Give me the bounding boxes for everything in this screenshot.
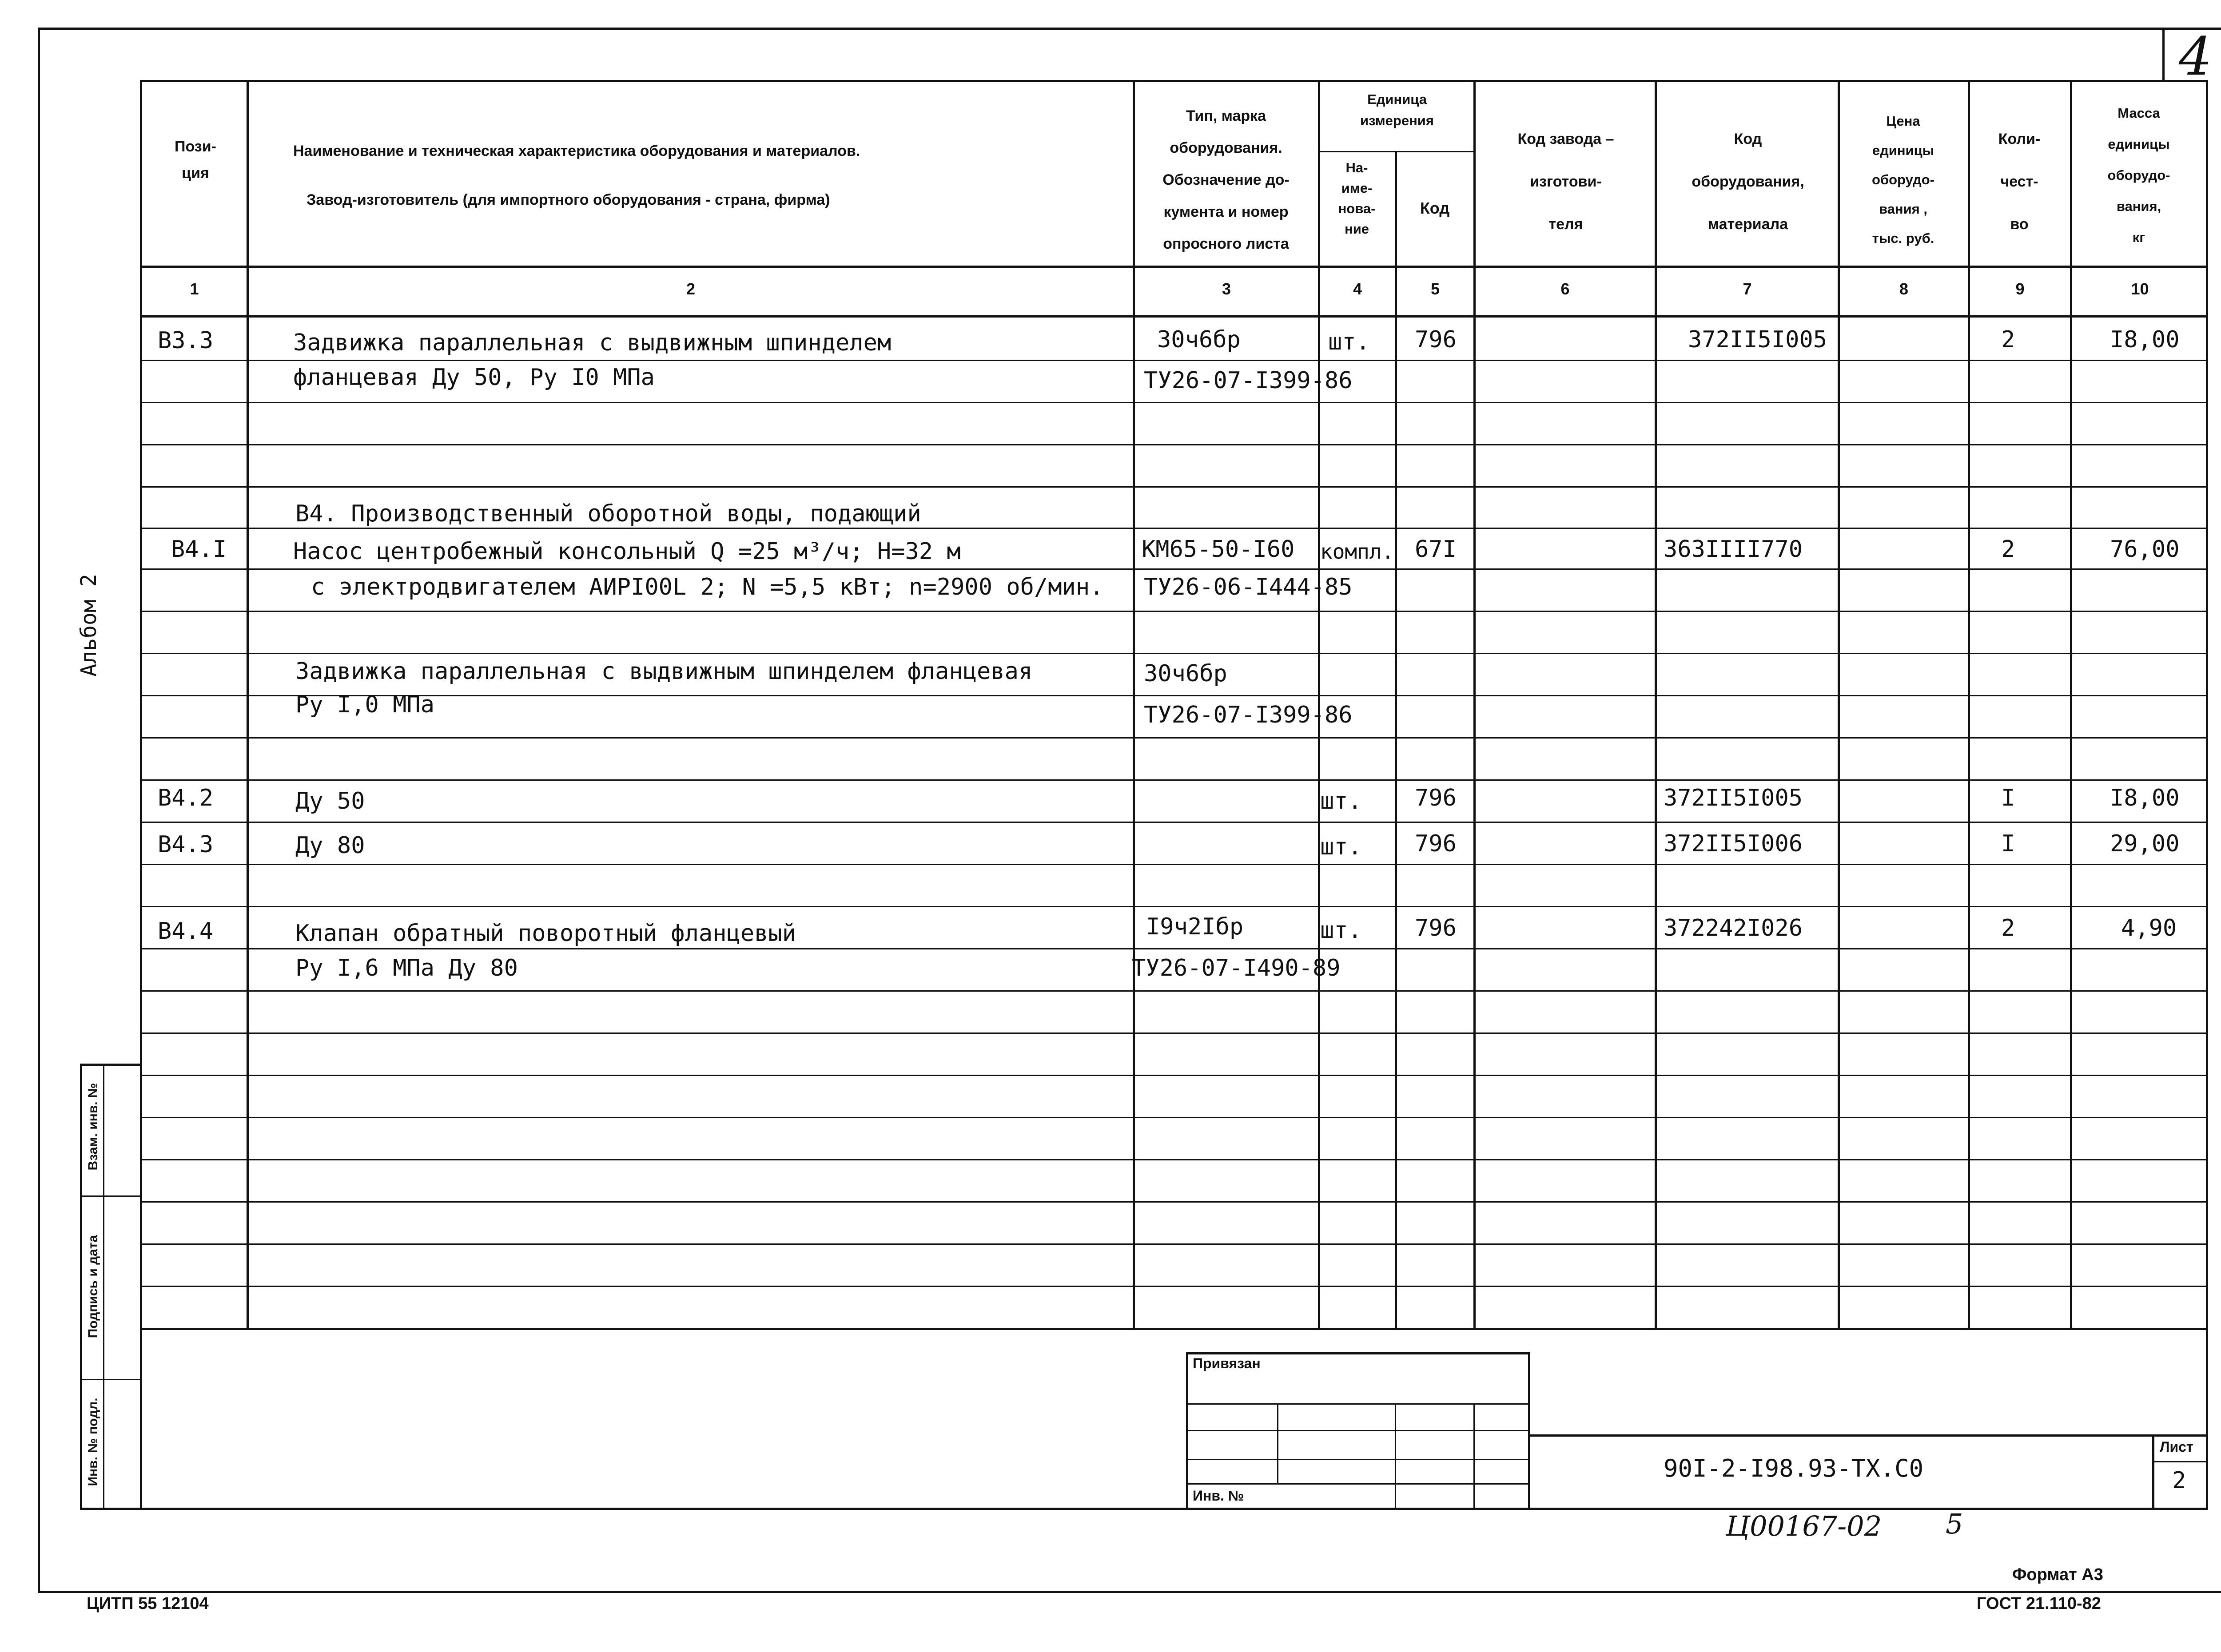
- row-name: Ру I,6 МПа Ду 80: [295, 955, 518, 981]
- row-mass: I8,00: [2110, 326, 2180, 353]
- row-equipment-code: 372II5I005: [1664, 785, 1803, 811]
- inv-podl-label: Инв. № подл.: [86, 1398, 100, 1486]
- row-unit: шт.: [1328, 329, 1370, 355]
- row-name: Ду 50: [295, 788, 365, 814]
- row-position: В4.4: [158, 918, 214, 945]
- header-unit-code: Код: [1420, 199, 1450, 217]
- row-name: Ду 80: [295, 832, 365, 859]
- row-type: ТУ26-07-I399-86: [1144, 367, 1353, 394]
- row-equipment-code: 363IIII770: [1664, 536, 1803, 563]
- row-unit: компл.: [1320, 540, 1394, 564]
- row-name: Клапан обратный поворотный фланцевый: [295, 920, 796, 947]
- row-position: В4.3: [158, 831, 214, 858]
- document-code: 90I-2-I98.93-ТХ.С0: [1664, 1454, 1924, 1482]
- archive-number: Ц00167-02: [1726, 1510, 1882, 1542]
- row-unit: шт.: [1320, 788, 1362, 814]
- row-type: ТУ26-07-I490-89: [1132, 955, 1341, 981]
- row-name: Ру I,0 МПа: [295, 691, 435, 718]
- row-position: В4.I: [171, 536, 227, 563]
- row-name: Насос центробежный консольный Q =25 м³/ч; Н=32 м: [293, 538, 961, 565]
- row-name: Задвижка параллельная с выдвижным шпинделем: [293, 330, 892, 356]
- row-name: Задвижка параллельная с выдвижным шпинделем фланцевая: [295, 658, 1033, 685]
- vzam-inv-label: Взам. инв. №: [86, 1083, 100, 1171]
- row-quantity: 2: [2001, 326, 2015, 353]
- col-number: 6: [1560, 280, 1570, 298]
- sheet-label: Лист: [2160, 1439, 2193, 1455]
- row-quantity: 2: [2001, 915, 2015, 941]
- row-type: КМ65-50-I60: [1142, 536, 1295, 563]
- col-number: 1: [190, 280, 199, 298]
- col-number: 2: [686, 280, 696, 298]
- row-mass: 29,00: [2110, 830, 2180, 857]
- row-equipment-code: 372242I026: [1664, 915, 1803, 941]
- col-number: 7: [1743, 280, 1752, 298]
- row-type: ТУ26-06-I444-85: [1144, 574, 1353, 600]
- inv-no-label: Инв. №: [1193, 1488, 1244, 1504]
- header-plant-code: Код завода – изготови- теля: [1517, 131, 1614, 233]
- row-type: 30ч6бр: [1157, 326, 1241, 353]
- col-number: 9: [2015, 280, 2025, 298]
- col-number: 3: [1222, 280, 1231, 298]
- row-mass: I8,00: [2110, 785, 2180, 811]
- podpis-data-label: Подпись и дата: [86, 1235, 100, 1338]
- row-unit: шт.: [1320, 834, 1362, 860]
- row-unit-code: 796: [1415, 830, 1457, 857]
- col-number: 8: [1899, 280, 1909, 298]
- sheet-corner-number: 4: [2179, 26, 2213, 87]
- row-unit: шт.: [1320, 917, 1362, 944]
- row-quantity: I: [2001, 830, 2015, 857]
- row-equipment-code: 372II5I006: [1664, 830, 1803, 857]
- header-quantity: Коли- чест- во: [1998, 131, 2041, 233]
- row-type: ТУ26-07-I399-86: [1144, 702, 1353, 728]
- row-name: фланцевая Ду 50, Ру I0 МПа: [293, 364, 655, 391]
- row-quantity: I: [2001, 785, 2015, 811]
- gost-label: ГОСТ 21.110-82: [1977, 1594, 2101, 1613]
- row-unit-code: 67I: [1415, 536, 1457, 563]
- format-label: Формат А3: [2012, 1565, 2103, 1584]
- row-type: I9ч2Iбр: [1146, 913, 1244, 940]
- section-title: В4. Производственный оборотной воды, подающий: [295, 500, 921, 527]
- header-mass: Масса единицы оборудо- вания, кг: [2107, 105, 2170, 245]
- row-unit-code: 796: [1415, 785, 1457, 811]
- album-label: Альбом 2: [76, 574, 101, 677]
- row-mass: 76,00: [2110, 536, 2180, 563]
- row-mass: 4,90: [2121, 915, 2177, 941]
- row-equipment-code: 372II5I005: [1688, 326, 1827, 353]
- row-position: В3.3: [158, 327, 214, 354]
- row-unit-code: 796: [1415, 915, 1457, 941]
- citp-label: ЦИТП 55 12104: [87, 1594, 209, 1613]
- header-position: Пози- ция: [175, 138, 216, 182]
- header-type: Тип, марка оборудования. Обозначение до- кумента и номер опросного листа: [1162, 107, 1290, 252]
- header-name: Наименование и техническая характеристика оборудования и материалов. Завод-изготовитель (для импортного оборудования - страна, фирма): [293, 143, 860, 208]
- row-type: 30ч6бр: [1144, 660, 1227, 687]
- col-number: 5: [1430, 280, 1440, 298]
- header-unit-name: На- име- нова- ние: [1338, 160, 1376, 237]
- archive-page: 5: [1946, 1508, 1963, 1540]
- col-number: 10: [2131, 280, 2149, 298]
- row-unit-code: 796: [1415, 326, 1457, 353]
- header-price: Цена единицы оборудо- вания , тыс. руб.: [1872, 113, 1934, 246]
- header-equipment-code: Код оборудования, материала: [1692, 131, 1804, 233]
- row-quantity: 2: [2001, 536, 2015, 563]
- row-position: В4.2: [158, 785, 214, 811]
- row-name: с электродвигателем АИРI00L 2; N =5,5 кВт; n=2900 об/мин.: [311, 574, 1104, 600]
- header-unit-group: Единица измерения: [1360, 91, 1434, 128]
- col-number: 4: [1353, 280, 1362, 298]
- privyazan-label: Привязан: [1193, 1355, 1261, 1371]
- sheet-number: 2: [2172, 1467, 2186, 1494]
